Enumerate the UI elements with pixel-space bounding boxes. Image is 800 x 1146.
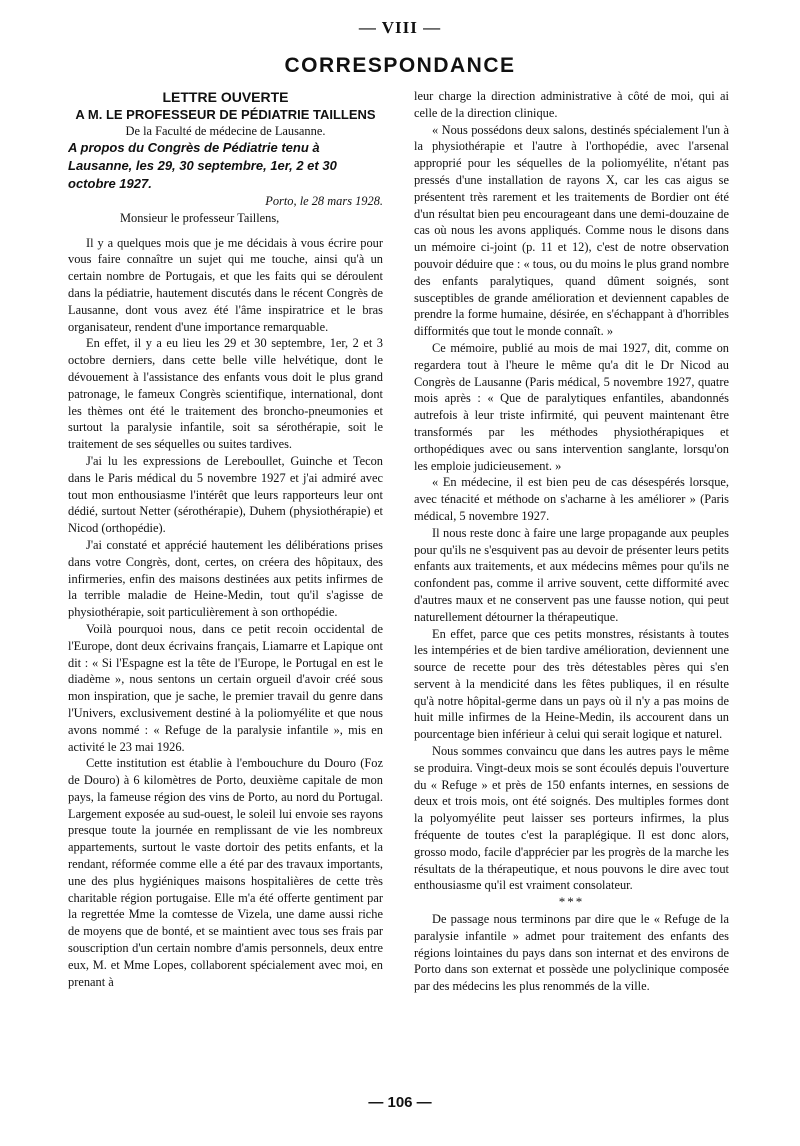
page-number: — 106 — <box>368 1094 432 1111</box>
paragraph: Cette institution est établie à l'embouchure du Douro (Foz de Douro) à 6 kilomètres de Porto, deuxième capitale de mon pays, la fameuse région des vins de Porto, au nord du Portugal. Largement exposée au sud-ouest, le soleil lui envoie ses rayons presque toute la journée en remplissant de vie les nombreux appartements, surtout le vaste dortoir des petits enfants, et la rendant, réformée comme elle a été par des travaux importants, une des plus hygiéniques maisons hospitalières de cette très charitable région portugaise. Elle m'a été offerte gentiment par la regrettée Mme la comtesse de Vizela, une dame aussi riche de moyens que de bonté, et se maintient avec tous ses frais par souscription d'un certain nombre d'amis personnels, deux entre eux, M. et Mme Lopes, collaborent spécialement avec moi, en prenant à <box>68 756 383 989</box>
section-separator: *** <box>558 894 585 910</box>
paragraph: leur charge la direction administrative à côté de moi, qui ai celle de la direction clinique. <box>414 89 729 120</box>
letter-dateline: Porto, le 28 mars 1928. <box>265 194 383 208</box>
paragraph: Il nous reste donc à faire une large propagande aux peuples pour qu'ils ne s'esquivent pas au devoir de présenter leurs petits enfants aux traitements, et aux médecins mêmes pour qu'ils ne confondent pas, comme il arrive souvent, cette difformité avec d'autres maux et ne conservent pas une fausse notion, qui peut naturellement détourner la thérapeutique. <box>414 525 729 624</box>
paragraph: « Nous possédons deux salons, destinés spécialement l'un à la physiothérapie et l'autre à l'orthopédie, avec l'arsenal approprié pour les séquelles de la poliomyélite, n'étant pas pressés d'une installation de rayons X, car les cas aigus se présentent très rarement et les traitements de Bordier ont été d'un résultat bien peu encourageant dans une demi-douzaine de cas où nous les avons appliqués. Comme nous le disons dans un mémoire ci-joint (p. 11 et 12), c'est de notre observation pouvoir déduire que : « tous, ou du moins le plus grand nombre des enfants paralytiques, quand dûment soignés, sont susceptibles de grande amélioration et deviennent capables de prendre la forme humaine, désirée, en s'échappant à d'horribles difformités que tout le monde connaît. » <box>414 122 729 339</box>
closing-paragraph: De passage nous terminons par dire que le « Refuge de la paralysie infantile » admet pour traitement des enfants des régions lointaines du pays dans son internat et des environs de Porto dans son externat et possède une polyclinique composée par des médecins les plus renommés de la ville. <box>414 912 729 994</box>
paragraph: Voilà pourquoi nous, dans ce petit recoin occidental de l'Europe, dont deux écrivains français, Liamarre et Lapique ont dit : « Si l'Espagne est la tête de l'Europe, le Portugal en est le diadème », nous sentons un certain orgueil d'avoir créé sous mon inspiration, que je sache, le premier travail du genre dans l'Univers, exclusivement destiné à la poliomyélite et que nous avons nommé : « Refuge de la paralysie infantile », mis en activité le 23 mai 1926. <box>68 621 383 754</box>
paragraph: J'ai constaté et apprécié hautement les délibérations prises dans votre Congrès, dont, certes, on créera des hôpitaux, des infirmeries, enfin des maisons destinées aux petits infirmes de la terrible maladie de Heine-Medin, tout qu'il s'agisse de physiothérapie, soit particulièrement à son orthopédie. <box>68 537 383 620</box>
paragraph: En effet, il y a eu lieu les 29 et 30 septembre, 1er, 2 et 3 octobre derniers, dans cette belle ville helvétique, dont le dévouement à l'assistance des enfants vous doit le plus grand patronage, le fameux Congrès scientifique, international, dont les thèmes ont été le traitement des broncho-pneumonies et surtout la paralysie infantile, soit sa sérothérapie, soit le traitement de ses séquelles ou suites tardives. <box>68 336 383 452</box>
paragraph: Nous sommes convaincu que dans les autres pays le même se produira. Vingt-deux mois se sont écoulés depuis l'ouverture du « Refuge » et près de 150 enfants internes, en sessions de deux et trois mois, ont été soignés. Des multiples formes dont la polyomyélite peut laisser ses porteurs infirmes, la plus fréquente de toutes c'est la paraplégique. Il est donc alors, grosso modo, facile d'apprécier par les progrès de la marche les résultats de la thérapeutique, et nous pouvons le dire avec tout enthousiasme qu'il est vraiment consolateur. <box>414 744 729 893</box>
section-title: CORRESPONDANCE <box>284 54 516 77</box>
letter-faculty: De la Faculté de médecine de Lausanne. <box>125 124 326 138</box>
paragraph: En effet, parce que ces petits monstres, résistants à toutes les intempéries et de bien tardive amélioration, deviennent une source de recette pour des très détestables pères qui s'en servent à la mendicité dans les fêtes publiques, il en résulte qu'à notre hôpital-germe dans un pays où il n'y a pas moins de huit mille infirmes de la Heine-Medin, ils accourent dans un pourcentage bien inférieur à celui qui serait logique et naturel. <box>414 626 729 742</box>
left-column <box>68 88 383 1088</box>
paragraph: « En médecine, il est bien peu de cas désespérés lorsque, avec ténacité et méthode on s'acharne à les améliorer » (Paris médical, 5 novembre 1927. <box>414 475 729 523</box>
right-column <box>414 88 729 1088</box>
paragraph: Il y a quelques mois que je me décidais à vous écrire pour vous faire connaître un sujet qui me touche, ainsi qu'à un certain nombre de Portugais, et que les faits qui se déroulent dans la pédiatrie, hautement discutés dans le récent Congrès de Lausanne, dont vous avez été l'âme inspiratrice et le bras organisateur, rendent d'une importance remarquable. <box>68 235 383 334</box>
letter-title: LETTRE OUVERTE <box>162 89 289 105</box>
letter-addressee: A M. LE PROFESSEUR DE PÉDIATRIE TAILLENS <box>75 107 376 122</box>
letter-salutation: Monsieur le professeur Taillens, <box>120 210 280 225</box>
page-roman-numeral: — VIII — <box>358 18 442 37</box>
paragraph: Ce mémoire, publié au mois de mai 1927, dit, comme on regardera tout à l'heure le même qu'a dit le Dr Nicod au Congrès de Lausanne (Paris médical, 5 novembre 1927, quatre mois après : « Que de paralytiques enfantiles, abandonnés autrefois à leur triste infirmité, qui peuvent maintenant être transformés par les méthodes physiothérapiques et orthopédiques avec ou sans intervention sanglante, lorsqu'on les emploie judicieusement. » <box>414 340 729 473</box>
letter-subject: A propos du Congrès de Pédiatrie tenu à Lausanne, les 29, 30 septembre, 1er, 2 et 30 octobre 1927. <box>68 140 337 191</box>
paragraph: J'ai lu les expressions de Lereboullet, Guinche et Tecon dans le Paris médical du 5 novembre 1927 et j'ai admiré avec tout mon enthousiasme l'intérêt que leurs rapporteurs leur ont dédié, surtout Netter (sérothérapie), Duhem (physiothérapie) et Nicod (orthopédie). <box>68 453 383 536</box>
